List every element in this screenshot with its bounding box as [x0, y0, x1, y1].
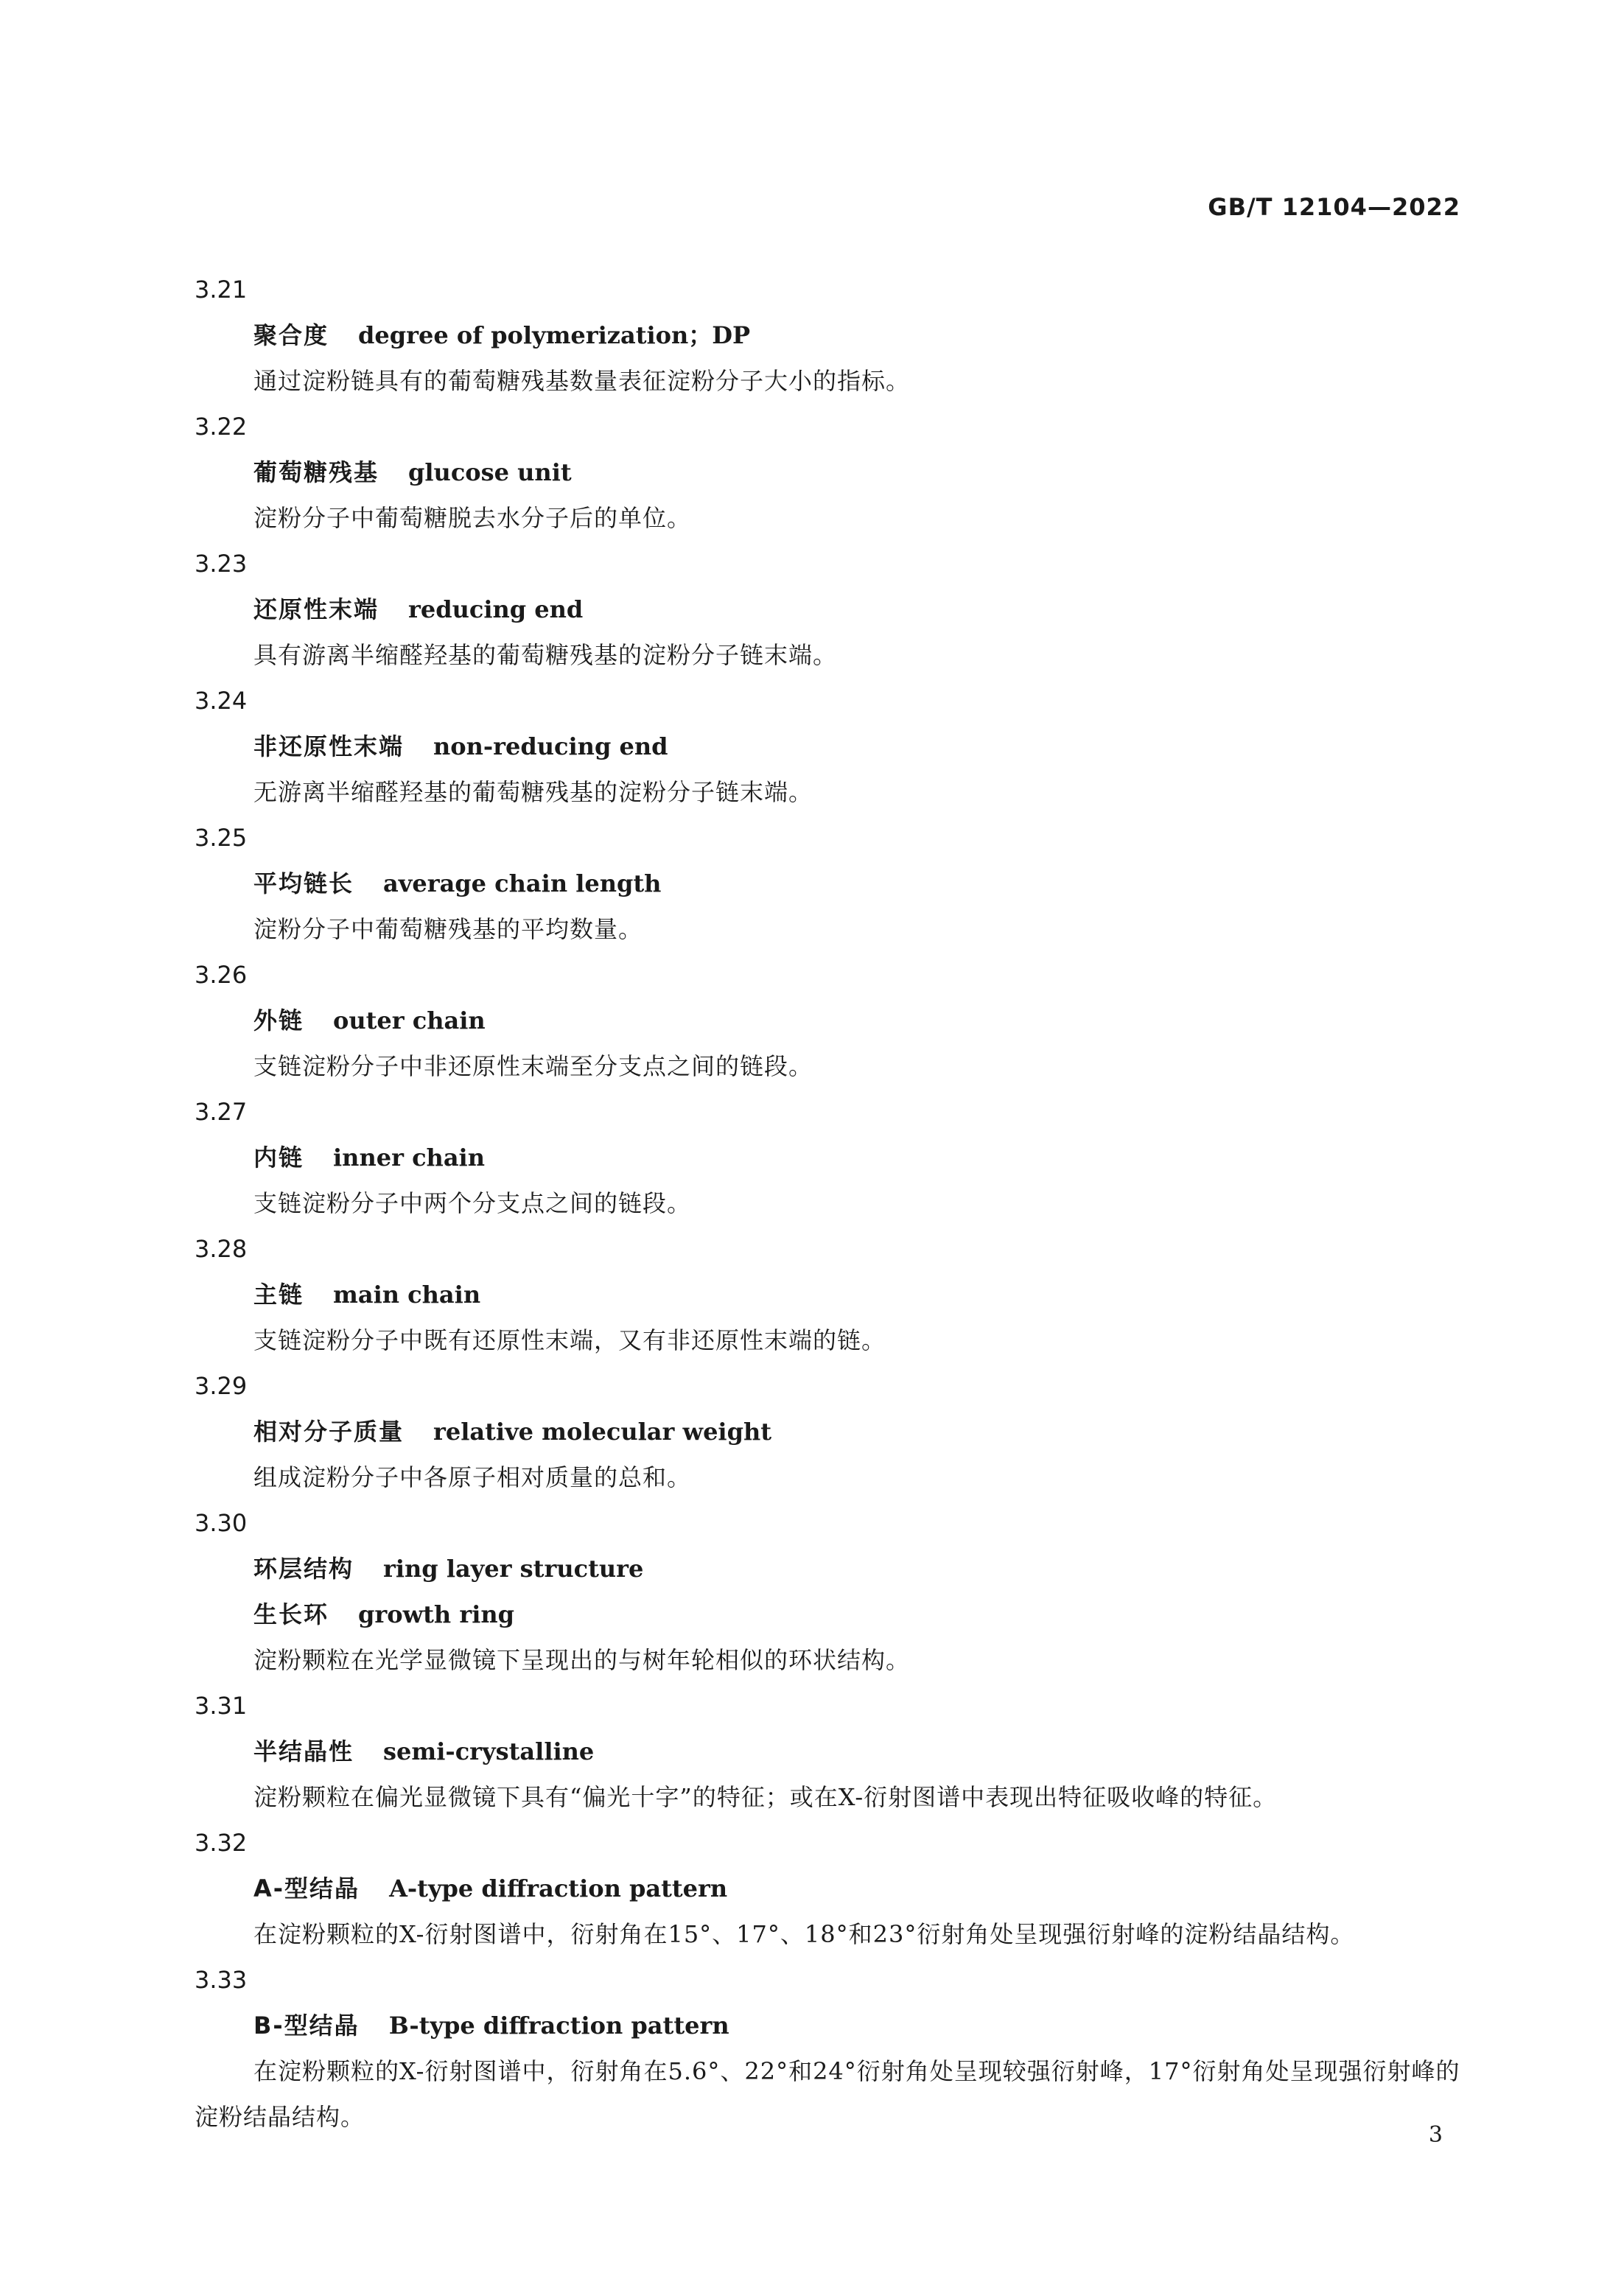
term-definition: 在淀粉颗粒的X-衍射图谱中，衍射角在5.6°、22°和24°衍射角处呈现较强衍射峰，17°衍射角处呈现强衍射峰的淀粉结晶结构。: [195, 2057, 1460, 2131]
term-line: [195, 1546, 1462, 1592]
entry-number: 3.29: [195, 1372, 248, 1400]
term-line: [195, 1866, 1462, 1911]
term-synonym-english: growth ring: [358, 1600, 514, 1628]
term-definition: 支链淀粉分子中既有还原性末端，又有非还原性末端的链。: [253, 1326, 886, 1354]
term-english: A-type diffraction pattern: [389, 1874, 728, 1902]
term-chinese: 环层结构: [253, 1555, 354, 1583]
term-definition: 具有游离半缩醛羟基的葡萄糖残基的淀粉分子链末端。: [253, 641, 838, 669]
term-definition: 淀粉分子中葡萄糖脱去水分子后的单位。: [253, 504, 692, 532]
entry-number: 3.23: [195, 550, 248, 578]
term-chinese: 聚合度: [253, 321, 329, 349]
term-line: [195, 1135, 1462, 1180]
term-line: [195, 1272, 1462, 1317]
term-definition: 无游离半缩醛羟基的葡萄糖残基的淀粉分子链末端。: [253, 778, 813, 806]
entry-number: 3.24: [195, 687, 248, 715]
term-english: inner chain: [333, 1144, 485, 1172]
term-english: average chain length: [383, 869, 662, 897]
term-line: [195, 998, 1462, 1043]
term-definition: 淀粉分子中葡萄糖残基的平均数量。: [253, 915, 643, 943]
term-line: [195, 2003, 1462, 2048]
term-chinese: A-型结晶: [253, 1874, 360, 1902]
entry-number: 3.21: [195, 276, 248, 304]
entry-number: 3.27: [195, 1098, 248, 1126]
term-definition: 淀粉颗粒在偏光显微镜下具有“偏光十字”的特征；或在X-衍射图谱中表现出特征吸收峰的特征。: [253, 1783, 1278, 1811]
entry-number: 3.28: [195, 1235, 248, 1263]
term-line: [195, 449, 1462, 495]
term-chinese: 内链: [253, 1144, 304, 1172]
term-english: main chain: [333, 1281, 481, 1309]
term-definition: 在淀粉颗粒的X-衍射图谱中，衍射角在15°、17°、18°和23°衍射角处呈现强衍射峰的淀粉结晶结构。: [253, 1920, 1355, 1948]
term-english: non-reducing end: [433, 732, 668, 760]
term-english: relative molecular weight: [433, 1418, 771, 1446]
term-english: ring layer structure: [383, 1555, 644, 1583]
term-english: semi-crystalline: [383, 1737, 595, 1765]
term-chinese: 平均链长: [253, 869, 354, 897]
term-chinese: 半结晶性: [253, 1737, 354, 1765]
term-chinese: 外链: [253, 1007, 304, 1035]
entry-number: 3.33: [195, 1966, 248, 1994]
term-chinese: 相对分子质量: [253, 1418, 405, 1446]
term-line: [195, 1409, 1462, 1454]
terms-list: [195, 267, 1462, 2140]
term-definition: 组成淀粉分子中各原子相对质量的总和。: [253, 1463, 692, 1491]
term-chinese: 主链: [253, 1281, 304, 1309]
term-synonym-line: [195, 1592, 1462, 1637]
term-english: B-type diffraction pattern: [388, 2012, 729, 2040]
term-english: outer chain: [333, 1007, 486, 1035]
standard-code: GB/T 12104—2022: [1208, 193, 1460, 221]
term-chinese: 葡萄糖残基: [253, 458, 379, 486]
entry-number: 3.31: [195, 1692, 248, 1720]
term-chinese: 非还原性末端: [253, 732, 405, 760]
entry-number: 3.25: [195, 824, 248, 852]
term-line: [195, 312, 1462, 358]
term-definition: 通过淀粉链具有的葡萄糖残基数量表征淀粉分子大小的指标。: [253, 367, 911, 395]
term-english: reducing end: [408, 595, 584, 623]
term-line: [195, 861, 1462, 906]
term-synonym-chinese: 生长环: [253, 1600, 329, 1628]
entry-number: 3.22: [195, 413, 248, 441]
term-english: glucose unit: [408, 458, 572, 486]
term-definition: 支链淀粉分子中非还原性末端至分支点之间的链段。: [253, 1052, 813, 1080]
entry-number: 3.26: [195, 961, 248, 989]
term-chinese: 还原性末端: [253, 595, 379, 623]
entry-number: 3.32: [195, 1829, 248, 1857]
term-line: [195, 724, 1462, 769]
term-line: [195, 1729, 1462, 1774]
page-number: 3: [1428, 2122, 1443, 2148]
term-english: degree of polymerization；DP: [358, 321, 751, 349]
term-line: [195, 587, 1462, 632]
term-definition: 淀粉颗粒在光学显微镜下呈现出的与树年轮相似的环状结构。: [253, 1646, 911, 1674]
term-chinese: B-型结晶: [253, 2012, 360, 2040]
entry-number: 3.30: [195, 1509, 248, 1537]
term-definition: 支链淀粉分子中两个分支点之间的链段。: [253, 1189, 692, 1217]
